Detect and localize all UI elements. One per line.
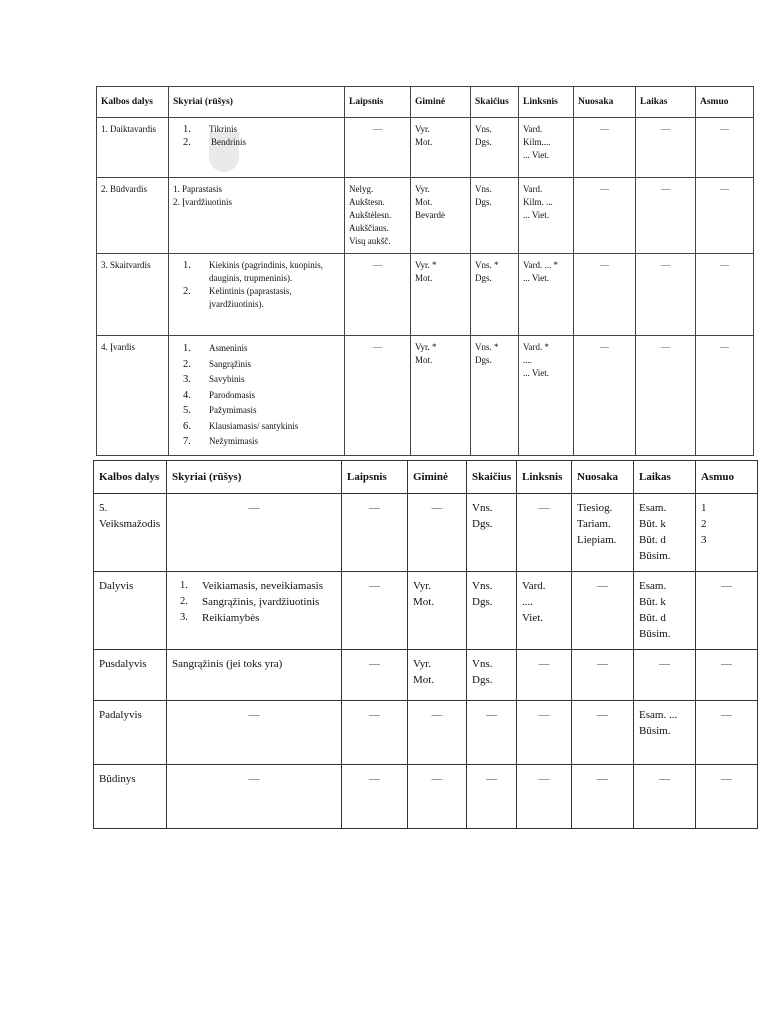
list-item: 1. Tikrinis [183,124,238,135]
part-of-speech: 1. Daiktavardis [97,118,169,178]
skaicius-cell: Vns. Dgs. [471,178,519,254]
header-cell: Laipsnis [345,87,411,118]
list-item: 5. Pažymimasis [183,405,257,416]
laikas-cell: — [636,118,696,178]
subtypes-cell [167,572,342,650]
laikas-cell: — [634,650,696,701]
header-cell: Asmuo [696,87,754,118]
laikas-cell: Esam. Būt. k Būt. d Būsim. [634,494,696,572]
header-cell: Linksnis [517,461,572,494]
list-item: 4. Parodomasis [183,389,255,401]
table-row [94,572,758,650]
part-of-speech: Padalyvis [94,701,167,765]
list-item: 6. Klausiamasis/ santykinis [183,420,299,432]
laikas-cell: — [636,336,696,456]
table-row [97,336,754,456]
list-item: 2. Kelintinis (paprastasis, įvardžiuotinis). [183,286,292,309]
laipsnis-cell: — [342,494,408,572]
linksnis-cell: Vard. Kilm. ... ... Viet. [519,178,574,254]
laipsnis-cell: — [345,118,411,178]
header-cell: Linksnis [519,87,574,118]
laikas-cell: Esam. ... Būsim. [634,701,696,765]
part-of-speech: Būdinys [94,765,167,829]
list-item: 2. Sangrąžinis [183,358,251,370]
part-of-speech: Dalyvis [94,572,167,650]
nuosaka-cell: — [572,650,634,701]
grammar-table-1 [96,86,754,456]
part-of-speech: 5. Veiksmažodis [94,494,167,572]
skaicius-cell: Vns. * Dgs. [471,254,519,336]
linksnis-cell: Vard. Kilm.... ... Viet. [519,118,574,178]
nuosaka-cell: — [574,336,636,456]
table-row [94,494,758,572]
laipsnis-cell: — [342,701,408,765]
linksnis-cell: — [517,494,572,572]
part-of-speech: 2. Būdvardis [97,178,169,254]
asmuo-cell: — [696,650,758,701]
header-cell: Giminė [408,461,467,494]
asmuo-cell: — [696,572,758,650]
list-item: 7. Nežymimasis [183,436,258,447]
laikas-cell: — [636,178,696,254]
header-cell: Giminė [411,87,471,118]
laikas-cell: Esam. Būt. k Būt. d Būsim. [634,572,696,650]
header-cell: Kalbos dalys [97,87,169,118]
skaicius-cell: Vns. Dgs. [467,572,517,650]
nuosaka-cell: — [574,118,636,178]
skaicius-cell: Vns. * Dgs. [471,336,519,456]
nuosaka-cell: — [574,254,636,336]
asmuo-cell: — [696,701,758,765]
header-cell: Nuosaka [574,87,636,118]
subtypes-cell: 1. Paprastasis 2. Įvardžiuotinis [169,178,345,254]
laikas-cell: — [634,765,696,829]
gimine-cell: Vyr. Mot. [411,118,471,178]
linksnis-cell: Vard. ... * ... Viet. [519,254,574,336]
laipsnis-cell: — [342,572,408,650]
header-cell: Kalbos dalys [94,461,167,494]
laipsnis-cell: — [345,336,411,456]
skaicius-cell: Vns. Dgs. [467,650,517,701]
table-header-row [97,87,754,118]
nuosaka-cell: — [572,765,634,829]
gimine-cell: Vyr. Mot. [408,650,467,701]
skaicius-cell: Vns. Dgs. [467,494,517,572]
skaicius-cell: — [467,701,517,765]
asmuo-cell: — [696,118,754,178]
laipsnis-cell: Nelyg. Aukštesn. Aukštėlesn. Aukščiaus. Visų aukšč. [345,178,411,254]
gimine-cell: — [408,765,467,829]
table-header-row [94,461,758,494]
gimine-cell: — [408,494,467,572]
list-item: 1. Veikiamasis, neveikiamasis [180,580,323,592]
table-row [97,118,754,178]
linksnis-cell: — [517,765,572,829]
gimine-cell: Vyr. Mot. [408,572,467,650]
skaicius-cell: — [467,765,517,829]
table-row [97,178,754,254]
header-cell: Laipsnis [342,461,408,494]
asmuo-cell: — [696,254,754,336]
laipsnis-cell: — [345,254,411,336]
gimine-cell: Vyr. * Mot. [411,336,471,456]
header-cell: Nuosaka [572,461,634,494]
linksnis-cell: — [517,650,572,701]
nuosaka-cell: — [572,701,634,765]
subtypes-cell [169,254,345,336]
grammar-table-2 [93,460,758,829]
linksnis-cell: — [517,701,572,765]
nuosaka-cell: Tiesiog. Tariam. Liepiam. [572,494,634,572]
laipsnis-cell: — [342,765,408,829]
nuosaka-cell: — [574,178,636,254]
subtypes-cell [169,118,345,178]
header-cell: Asmuo [696,461,758,494]
subtypes-cell: — [167,701,342,765]
table-row [94,765,758,829]
list-item: 2. Sangrąžinis, įvardžiuotinis [180,596,320,608]
asmuo-cell: — [696,336,754,456]
asmuo-cell: — [696,178,754,254]
part-of-speech: 4. Įvardis [97,336,169,456]
skaicius-cell: Vns. Dgs. [471,118,519,178]
asmuo-cell: 1 2 3 [696,494,758,572]
nuosaka-cell: — [572,572,634,650]
subtypes-cell: — [167,765,342,829]
table-row [94,650,758,701]
header-cell: Skaičius [471,87,519,118]
header-cell: Skaičius [467,461,517,494]
header-cell: Skyriai (rūšys) [167,461,342,494]
table-row [97,254,754,336]
part-of-speech: Pusdalyvis [94,650,167,701]
subtypes-cell: — [167,494,342,572]
subtypes-cell: Sangrąžinis (jei toks yra) [167,650,342,701]
gimine-cell: Vyr. Mot. Bevardė [411,178,471,254]
asmuo-cell: — [696,765,758,829]
linksnis-cell: Vard. .... Viet. [517,572,572,650]
list-item: 1. Kiekinis (pagrindinis, kuopinis, dauginis, trupmeninis). [183,260,323,283]
linksnis-cell: Vard. * .... ... Viet. [519,336,574,456]
header-cell: Laikas [634,461,696,494]
list-item: 1. Asmeninis [183,343,248,354]
gimine-cell: Vyr. * Mot. [411,254,471,336]
list-item: 3. Reikiamybės [180,612,260,624]
header-cell: Laikas [636,87,696,118]
header-cell: Skyriai (rūšys) [169,87,345,118]
gimine-cell: — [408,701,467,765]
table-row [94,701,758,765]
list-item: 3. Savybinis [183,374,245,385]
list-item: 2. Bendrinis [183,137,246,148]
subtypes-cell [169,336,345,456]
laipsnis-cell: — [342,650,408,701]
part-of-speech: 3. Skaitvardis [97,254,169,336]
laikas-cell: — [636,254,696,336]
